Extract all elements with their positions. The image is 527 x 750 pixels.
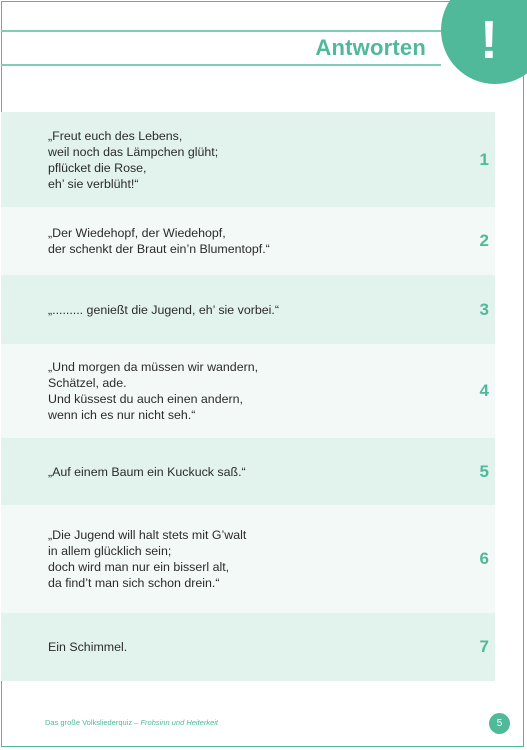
answer-text: „Die Jugend will halt stets mit G’walt in allem glücklich sein; doch wird man nur ein bisserl alt, da find’t man sich schon drein.“: [48, 528, 247, 590]
answer-row-6: [1, 505, 495, 613]
page-title: Antworten: [315, 35, 426, 60]
answer-text: „Freut euch des Lebens, weil noch das Lämpchen glüht; pflücket die Rose, eh’ sie verblüht!“: [48, 128, 219, 191]
answer-number: 7: [479, 637, 489, 656]
answer-text: „Der Wiedehopf, der Wiedehopf, der schenkt der Braut ein’n Blumentopf.“: [48, 226, 270, 256]
header-rule-bottom: [1, 64, 441, 66]
answer-row-5: [1, 438, 495, 505]
footer-subtitle: Frohsinn und Heiterkeit: [140, 718, 219, 727]
footer-text: [45, 718, 218, 727]
answer-number: 3: [479, 299, 489, 319]
answer-number: 5: [479, 461, 489, 481]
answer-row-4: [1, 344, 495, 438]
answer-number: 2: [479, 231, 489, 250]
page-number: 5: [489, 713, 510, 734]
answer-text: „......... genießt die Jugend, eh’ sie vorbei.“: [48, 302, 279, 317]
answer-number: 1: [479, 149, 489, 169]
answer-number: 4: [479, 381, 489, 400]
exclamation-icon: !: [480, 10, 498, 70]
footer-book-title: Das große Volksliederquiz –: [45, 718, 141, 727]
answer-row-3: [1, 275, 495, 344]
answer-row-7: [1, 613, 495, 681]
header-rule-top: [1, 30, 441, 32]
answer-number: 6: [479, 549, 489, 568]
answer-text: „Und morgen da müssen wir wandern, Schätzel, ade. Und küssest du auch einen andern, wenn ich es nur nicht seh.“: [48, 360, 259, 422]
answer-text: Ein Schimmel.: [48, 640, 128, 654]
answer-text: „Auf einem Baum ein Kuckuck saß.“: [48, 464, 246, 479]
answer-row-1: [1, 112, 495, 207]
answer-row-2: [1, 207, 495, 275]
